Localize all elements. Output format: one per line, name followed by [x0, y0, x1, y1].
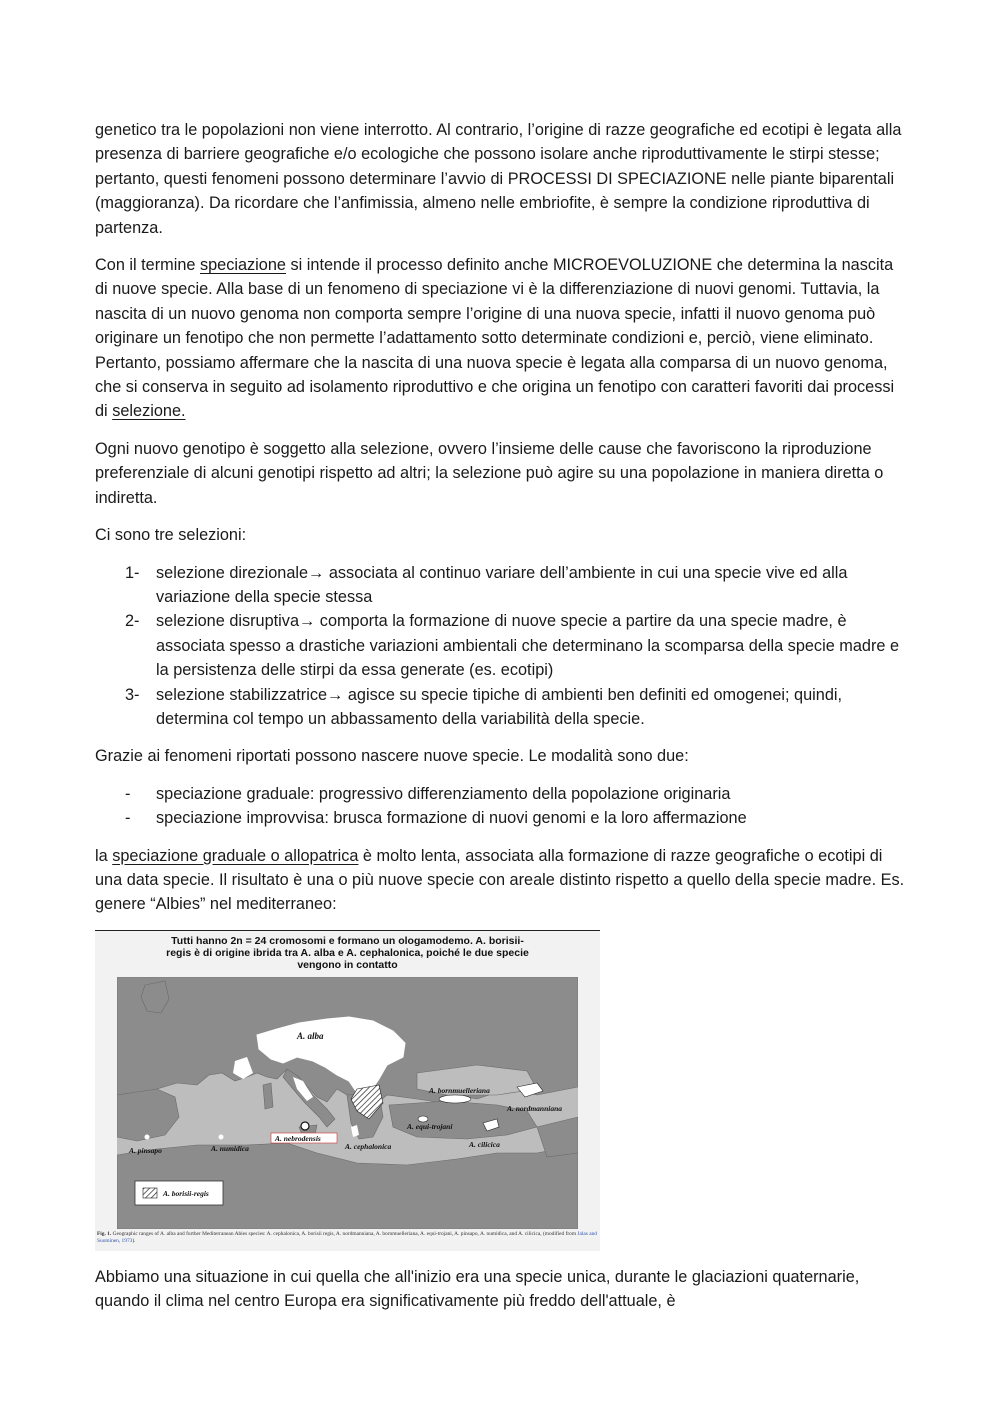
caption-reference-link: Jalas and Suominen, 1973: [97, 1230, 598, 1244]
list-marker: -: [125, 784, 131, 803]
sardinia: [263, 1083, 273, 1109]
paragraph-1: genetico tra le popolazioni non viene interrotto. Al contrario, l’origine di razze geografiche ed ecotipi è legata alla presenza di barriere geografiche e/o ecologiche che possono isolare anche riproduttivamente le stirpi stesse; pertanto, questi fenomeni possono determinare l’avvio di PROCESSI DI SPECIAZIONE nelle piante biparentali (maggioranza). Da ricordare che l’anfimissia, almeno nelle embriofite, è sempre la condizione riproduttiva di partenza.: [95, 121, 902, 237]
list-item: [95, 683, 907, 732]
text-span: è molto lenta, associata alla formazione di razze geografiche o ecotipi di una data specie. Il risultato è una o più nuove specie con areale distinto rispetto a quello della specie madre. Es. genere “Albies” nel mediterraneo:: [95, 846, 905, 914]
paragraph-speciazione: [95, 253, 907, 424]
list-marker: 3-: [125, 685, 140, 704]
nebrodensis-marker-icon: [301, 1122, 309, 1130]
list-item: [95, 806, 907, 830]
text-span: Con il termine: [95, 256, 200, 275]
figure-title-line: regis è di origine ibrida tra A. alba e A. cephalonica, poiché le due specie: [166, 946, 529, 959]
list-item-text: speciazione graduale: progressivo differenziamento della popolazione originaria: [156, 784, 731, 803]
list-item-text: selezione disruptiva→ comporta la formazione di nuove specie a partire da una specie madre, è associata spesso a drastiche variazioni ambientali che determinano la scomparsa della specie madre e la persistenza delle stirpi da essa generate (es. ecotipi): [156, 612, 899, 680]
list-item: [95, 782, 907, 806]
legend-swatch-hatched: [143, 1188, 157, 1198]
text-span: si intende il processo definito anche MICROEVOLUZIONE che determina la nascita di nuove specie. Alla base di un fenomeno di speciazione vi è la differenziazione di nuovi genomi. Tuttavia, la nascita di un nuovo genoma non comporta sempre l’origine di una nuova specie, infatti il nuovo genoma può originare un fenotipo che non permette l’adattamento sotto determinate condizioni e, perciò, viene eliminato. Pertanto, possiamo affermare che la nascita di una nuova specie è legata alla comparsa di un nuovo genoma, che si conserva in seguito ad isolamento riproduttivo e che origina un fenotipo con caratteri favoriti dai processi di: [95, 256, 895, 421]
label-a-nordmanniana: A. nordmanniana: [507, 1103, 563, 1113]
figure-title-line: vengono in contatto: [297, 958, 398, 971]
list-marker: 1-: [125, 563, 140, 582]
label-a-numidica: A. numidica: [211, 1143, 249, 1153]
list-item: [95, 609, 907, 682]
paragraph-modalita: Grazie ai fenomeni riportati possono nascere nuove specie. Le modalità sono due:: [95, 747, 689, 766]
label-a-nebrodensis: A. nebrodensis: [275, 1133, 321, 1143]
selections-list: [95, 561, 907, 732]
range-a-pinsapo: [145, 1134, 150, 1139]
legend-label: A. borisii-regis: [163, 1188, 209, 1198]
underlined-term-speciazione: speciazione: [199, 256, 286, 275]
label-a-pinsapo: A. pinsapo: [129, 1145, 162, 1155]
label-a-cephalonica: A. cephalonica: [345, 1141, 392, 1151]
figure-caption: [97, 1231, 597, 1245]
paragraph-genotipo: Ogni nuovo genotipo è soggetto alla selezione, ovvero l’insieme delle cause che favoriscono la riproduzione preferenziale di alcuni genotipi rispetto ad altri; la selezione può agire su una popolazione in maniera diretta o indiretta.: [95, 439, 884, 507]
underlined-term-selezione: selezione.: [112, 402, 186, 421]
underlined-term-allopatrica: speciazione graduale o allopatrica: [112, 846, 359, 865]
figure-title-line: Tutti hanno 2n = 24 cromosomi e formano un ologamodemo. A. borisii-: [171, 934, 524, 947]
caption-text: Geographic ranges of A. alba and further Mediterranean Abies species: A. cephalonica, A. borisii regis, A. nordmanniana, A. bornmuelleriana, A. equi-trojani, A. pinsapo, A. numidica, and A. cilicica, (modified from: [111, 1230, 578, 1237]
list-item-text: selezione direzionale→ associata al continuo variare dell’ambiente in cui una specie vive ed alla variazione della specie stessa: [156, 563, 848, 606]
caption-end: ).: [132, 1237, 136, 1244]
abies-map-figure: [95, 930, 600, 1251]
list-marker: -: [125, 809, 131, 828]
label-a-equi-trojani: A. equi-trojani: [407, 1121, 453, 1131]
label-a-bornmuelleriana: A. bornmuelleriana: [429, 1085, 490, 1095]
list-item-text: selezione stabilizzatrice→ agisce su specie tipiche di ambienti ben definiti ed omogenei; quindi, determina col tempo un abbassamento della variabilità della specie.: [156, 685, 843, 728]
text-span: la: [95, 846, 113, 865]
caption-fig-number: Fig. 1.: [97, 1230, 112, 1237]
figure-title: [95, 935, 600, 971]
paragraph-allopatrica: [95, 844, 907, 917]
modes-list: [95, 782, 907, 831]
paragraph-glaciazioni: Abbiamo una situazione in cui quella che all'inizio era una specie unica, durante le glaciazioni quaternarie, quando il clima nel centro Europa era significativamente più freddo dell'attuale, è: [95, 1267, 860, 1311]
list-item: [95, 561, 907, 610]
paragraph-selezioni-intro: Ci sono tre selezioni:: [95, 526, 247, 545]
range-a-bornmuelleriana: [439, 1095, 471, 1103]
label-a-alba: A. alba: [297, 1030, 324, 1041]
mediterranean-map: [117, 977, 578, 1229]
list-marker: 2-: [125, 612, 140, 631]
range-a-numidica: [219, 1134, 224, 1139]
list-item-text: speciazione improvvisa: brusca formazione di nuovi genomi e la loro affermazione: [156, 809, 747, 828]
document-page: [95, 118, 907, 1327]
label-a-cilicica: A. cilicica: [469, 1139, 500, 1149]
